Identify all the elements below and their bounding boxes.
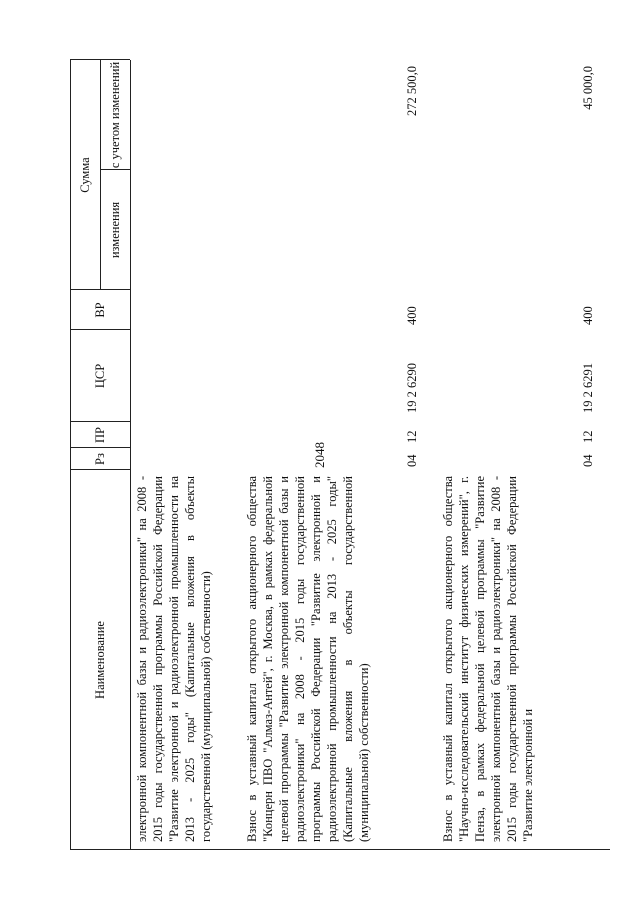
header-with-changes: с учетом изменений — [107, 61, 122, 169]
table-row-amount: 45 000,0 — [581, 66, 595, 110]
header-bottom-border — [130, 60, 131, 850]
table-row-csr: 19 2 6290 — [405, 363, 419, 413]
header-changes: изменения — [108, 201, 122, 259]
header-csr: ЦСР — [93, 363, 107, 389]
table-row-name: электронной компонентной базы и радиоэлектроники" на 2008 - 2015 годы государственной программы Российской Федерации "Развитие электронной и радиоэлектронной промышленности на 2013 - 2025 годы" (Капитальные вложения в объекты государственной (муниципальной) собственности) — [135, 476, 213, 842]
header-vr: ВР — [93, 302, 107, 318]
table-row-rz: 04 — [405, 454, 419, 467]
budget-table — [70, 60, 610, 850]
table-row-rz: 04 — [581, 454, 595, 467]
table-row-vr: 400 — [581, 306, 595, 325]
header-name: Наименование — [93, 621, 107, 699]
header-pr: ПР — [93, 427, 107, 443]
table-left-border — [70, 849, 610, 850]
table-row-csr: 19 2 6291 — [581, 363, 595, 413]
header-rz: Рз — [93, 453, 107, 465]
table-row-vr: 400 — [405, 306, 419, 325]
page-number: 2048 — [312, 442, 327, 468]
table-row-pr: 12 — [405, 430, 419, 443]
table-row-name: Взнос в уставный капитал открытого акционерного общества "Концерн ПВО "Алмаз-Антей", г. Москва, в рамках федеральной целевой программы "Развитие электронной компонентной базы и радиоэлектроники" на 2008 - 2015 годы государственной программы Российской Федерации "Развитие электронной и радиоэлектронной промышленности на 2013 - 2025 годы" (Капитальные вложения в объекты государственной (муниципальной) собственности) — [245, 476, 371, 842]
header-sum: Сумма — [78, 157, 92, 193]
table-row-amount: 272 500,0 — [405, 66, 419, 116]
table-row-name: Взнос в уставный капитал открытого акционерного общества "Научно-исследовательский институт физических измерений", г. Пенза, в рамках федеральной целевой программы "Развитие электронной компонентной базы и радиоэлектроники" на 2008 - 2015 годы государственной программы Российской Федерации "Развитие электронной и — [441, 476, 535, 842]
table-row-pr: 12 — [581, 430, 595, 443]
